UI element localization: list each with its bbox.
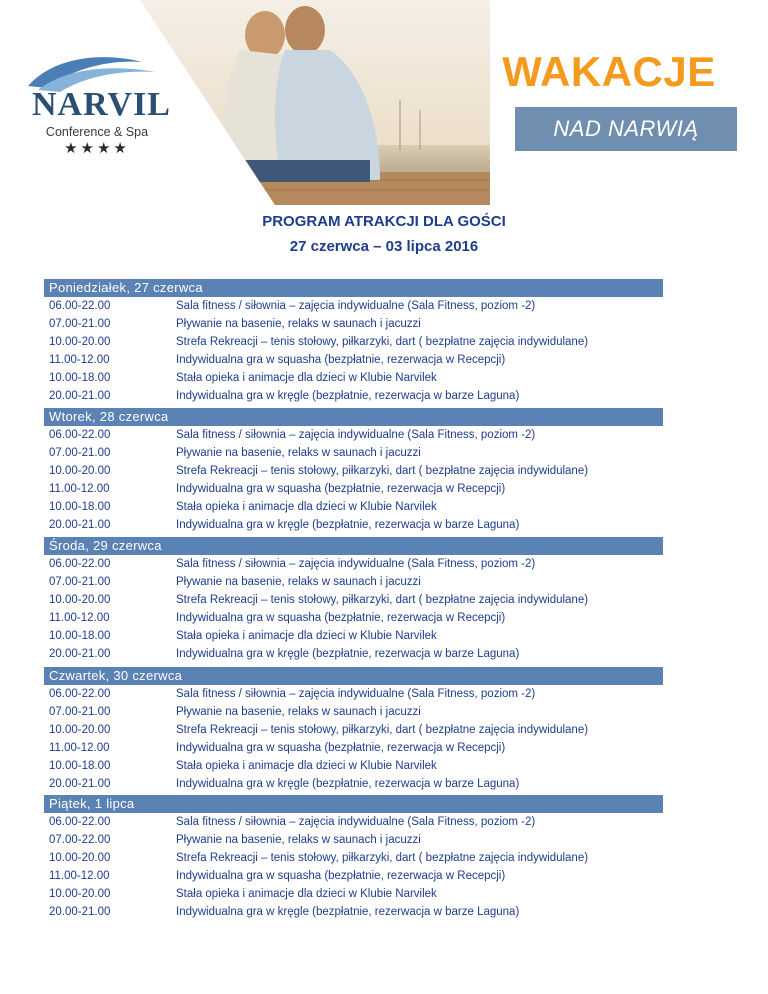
time-range: 11.00-12.00: [49, 742, 110, 754]
schedule-row: [44, 903, 663, 921]
activity: Pływanie na basenie, relaks w saunach i jacuzzi: [176, 318, 421, 330]
activity: Sala fitness / siłownia – zajęcia indywidualne (Sala Fitness, poziom -2): [176, 558, 536, 570]
day-block-wednesday: [44, 537, 663, 663]
schedule-row: [44, 516, 663, 534]
time-range: 06.00-22.00: [49, 688, 111, 700]
day-header: Środa, 29 czerwca: [44, 537, 663, 555]
brand-name: NARVIL: [32, 86, 171, 123]
schedule-row: [44, 444, 663, 462]
time-range: 07.00-22.00: [49, 834, 111, 846]
schedule-row: [44, 849, 663, 867]
time-range: 11.00-12.00: [49, 354, 110, 366]
schedule-row: [44, 351, 663, 369]
activity: Stała opieka i animacje dla dzieci w Klubie Narvilek: [176, 372, 437, 384]
schedule-row: [44, 703, 663, 721]
time-range: 20.00-21.00: [49, 906, 111, 918]
program-title: PROGRAM ATRAKCJI DLA GOŚCI: [262, 213, 506, 230]
schedule-row: [44, 573, 663, 591]
activity: Indywidualna gra w kręgle (bezpłatnie, rezerwacja w barze Laguna): [176, 648, 520, 660]
activity: Sala fitness / siłownia – zajęcia indywidualne (Sala Fitness, poziom -2): [176, 816, 536, 828]
headline: WAKACJE: [502, 48, 716, 95]
activity: Strefa Rekreacji – tenis stołowy, piłkarzyki, dart ( bezpłatne zajęcia indywidulane): [176, 594, 589, 606]
schedule-row: [44, 831, 663, 849]
time-range: 07.00-21.00: [49, 318, 111, 330]
activity: Indywidualna gra w squasha (bezpłatnie, rezerwacja w Recepcji): [176, 612, 506, 624]
activity: Indywidualna gra w kręgle (bezpłatnie, rezerwacja w barze Laguna): [176, 390, 520, 402]
time-range: 10.00-20.00: [49, 336, 111, 348]
schedule-row: [44, 498, 663, 516]
activity: Sala fitness / siłownia – zajęcia indywidualne (Sala Fitness, poziom -2): [176, 688, 536, 700]
schedule-row: [44, 591, 663, 609]
time-range: 11.00-12.00: [49, 612, 110, 624]
time-range: 06.00-22.00: [49, 300, 111, 312]
schedule-row: [44, 813, 663, 831]
day-block-friday: [44, 795, 663, 921]
day-block-monday: [44, 279, 663, 405]
activity: Strefa Rekreacji – tenis stołowy, piłkarzyki, dart ( bezpłatne zajęcia indywidulane): [176, 724, 589, 736]
schedule-row: [44, 369, 663, 387]
time-range: 10.00-18.00: [49, 630, 111, 642]
day-header: Piątek, 1 lipca: [44, 795, 663, 813]
time-range: 10.00-20.00: [49, 465, 111, 477]
schedule-row: [44, 721, 663, 739]
day-header: Czwartek, 30 czerwca: [44, 667, 663, 685]
time-range: 06.00-22.00: [49, 558, 111, 570]
time-range: 07.00-21.00: [49, 706, 111, 718]
activity: Indywidualna gra w squasha (bezpłatnie, rezerwacja w Recepcji): [176, 483, 506, 495]
schedule-row: [44, 426, 663, 444]
activity: Indywidualna gra w squasha (bezpłatnie, rezerwacja w Recepcji): [176, 742, 506, 754]
day-block-thursday: [44, 667, 663, 793]
schedule-row: [44, 627, 663, 645]
day-block-tuesday: [44, 408, 663, 534]
activity: Pływanie na basenie, relaks w saunach i jacuzzi: [176, 834, 421, 846]
schedule-row: [44, 739, 663, 757]
schedule-row: [44, 685, 663, 703]
day-header: Poniedziałek, 27 czerwca: [44, 279, 663, 297]
activity: Sala fitness / siłownia – zajęcia indywidualne (Sala Fitness, poziom -2): [176, 429, 536, 441]
activity: Strefa Rekreacji – tenis stołowy, piłkarzyki, dart ( bezpłatne zajęcia indywidulane): [176, 336, 589, 348]
time-range: 07.00-21.00: [49, 447, 111, 459]
time-range: 20.00-21.00: [49, 519, 111, 531]
activity: Stała opieka i animacje dla dzieci w Klubie Narvilek: [176, 760, 437, 772]
schedule-row: [44, 480, 663, 498]
time-range: 10.00-18.00: [49, 760, 111, 772]
time-range: 11.00-12.00: [49, 870, 110, 882]
time-range: 10.00-20.00: [49, 852, 111, 864]
activity: Pływanie na basenie, relaks w saunach i jacuzzi: [176, 576, 421, 588]
schedule-row: [44, 462, 663, 480]
day-header: Wtorek, 28 czerwca: [44, 408, 663, 426]
activity: Indywidualna gra w squasha (bezpłatnie, rezerwacja w Recepcji): [176, 354, 506, 366]
activity: Pływanie na basenie, relaks w saunach i jacuzzi: [176, 706, 421, 718]
time-range: 20.00-21.00: [49, 390, 111, 402]
brand-stars: ★★★★: [64, 140, 130, 157]
time-range: 10.00-18.00: [49, 501, 111, 513]
time-range: 10.00-20.00: [49, 724, 111, 736]
schedule-row: [44, 885, 663, 903]
schedule-row: [44, 387, 663, 405]
schedule-row: [44, 297, 663, 315]
time-range: 10.00-20.00: [49, 594, 111, 606]
time-range: 20.00-21.00: [49, 648, 111, 660]
activity: Sala fitness / siłownia – zajęcia indywidualne (Sala Fitness, poziom -2): [176, 300, 536, 312]
activity: Stała opieka i animacje dla dzieci w Klubie Narvilek: [176, 888, 437, 900]
brand-logo: [24, 52, 171, 162]
schedule-row: [44, 315, 663, 333]
time-range: 10.00-18.00: [49, 372, 111, 384]
activity: Stała opieka i animacje dla dzieci w Klubie Narvilek: [176, 501, 437, 513]
time-range: 11.00-12.00: [49, 483, 110, 495]
time-range: 06.00-22.00: [49, 816, 111, 828]
activity: Pływanie na basenie, relaks w saunach i jacuzzi: [176, 447, 421, 459]
activity: Indywidualna gra w kręgle (bezpłatnie, rezerwacja w barze Laguna): [176, 519, 520, 531]
time-range: 20.00-21.00: [49, 778, 111, 790]
schedule-row: [44, 775, 663, 793]
activity: Strefa Rekreacji – tenis stołowy, piłkarzyki, dart ( bezpłatne zajęcia indywidulane): [176, 852, 589, 864]
activity: Indywidualna gra w kręgle (bezpłatnie, rezerwacja w barze Laguna): [176, 778, 520, 790]
schedule-row: [44, 645, 663, 663]
subheadline-band: NAD NARWIĄ: [515, 107, 737, 151]
schedule-row: [44, 555, 663, 573]
schedule-row: [44, 333, 663, 351]
activity: Strefa Rekreacji – tenis stołowy, piłkarzyki, dart ( bezpłatne zajęcia indywidulane): [176, 465, 589, 477]
time-range: 07.00-21.00: [49, 576, 111, 588]
activity: Stała opieka i animacje dla dzieci w Klubie Narvilek: [176, 630, 437, 642]
time-range: 10.00-20.00: [49, 888, 111, 900]
activity: Indywidualna gra w kręgle (bezpłatnie, rezerwacja w barze Laguna): [176, 906, 520, 918]
program-dates: 27 czerwca – 03 lipca 2016: [289, 238, 479, 255]
schedule-row: [44, 757, 663, 775]
activity: Indywidualna gra w squasha (bezpłatnie, rezerwacja w Recepcji): [176, 870, 506, 882]
brand-subtitle: Conference & Spa: [45, 125, 149, 139]
schedule-row: [44, 867, 663, 885]
time-range: 06.00-22.00: [49, 429, 111, 441]
schedule-row: [44, 609, 663, 627]
